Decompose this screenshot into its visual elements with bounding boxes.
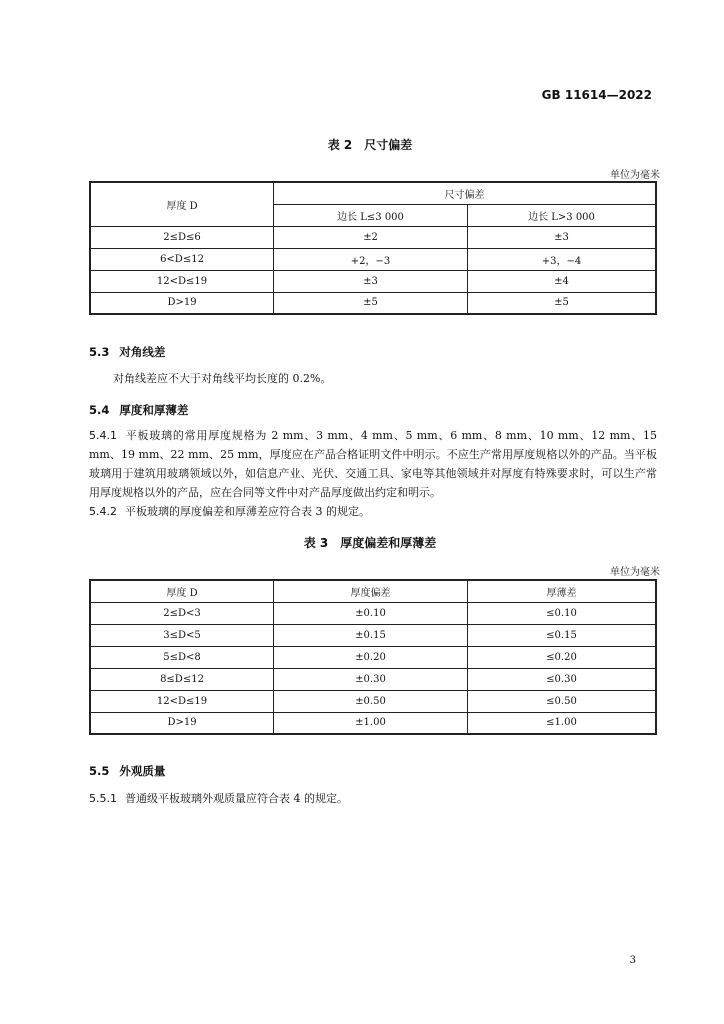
table-cell: 2≤D<3 xyxy=(90,602,274,624)
table-row xyxy=(90,712,656,734)
section-number: 5.5 xyxy=(89,764,110,778)
clause-number: 5.5.1 xyxy=(89,792,117,805)
table3-unit: 单位为毫米 xyxy=(610,567,660,578)
table-row xyxy=(90,226,656,248)
table-cell: D>19 xyxy=(90,292,274,314)
clause-number: 5.4.2 xyxy=(89,505,117,518)
clause-text: 普通级平板玻璃外观质量应符合表 4 的规定。 xyxy=(125,792,348,805)
table2-header-group: 尺寸偏差 xyxy=(274,182,657,204)
clause-text: 平板玻璃的常用厚度规格为 2 mm、3 mm、4 mm、5 mm、6 mm、8 mm、10 mm、12 mm、15 mm、19 mm、22 mm、25 mm，厚度应在产品合格证明文件中明示。不应生产常用厚度规格以外的产品。当平板玻璃用于建筑用玻璃领域以外，如信息产业、光伏、交通工具、家电等其他领域并对厚度有特殊要求时，可以生产常用厚度规格以外的产品，应在合同等文件中对产品厚度做出约定和明示。 xyxy=(89,429,657,499)
paragraph-5-4-1 xyxy=(89,426,657,502)
table-cell: ≤0.15 xyxy=(468,624,657,646)
table-cell: 8≤D≤12 xyxy=(90,668,274,690)
section-number: 5.4 xyxy=(89,403,110,417)
table3-header-thickness: 厚度 D xyxy=(90,580,274,602)
table-cell: ≤0.50 xyxy=(468,690,657,712)
table-cell: ≤0.20 xyxy=(468,646,657,668)
page-number: 3 xyxy=(629,955,636,966)
table-row xyxy=(90,624,656,646)
table-cell: 5≤D<8 xyxy=(90,646,274,668)
standard-number: GB 11614—2022 xyxy=(541,88,652,102)
table-row xyxy=(90,602,656,624)
table-cell: ±5 xyxy=(468,292,657,314)
table-cell: ≤0.30 xyxy=(468,668,657,690)
table-cell: 2≤D≤6 xyxy=(90,226,274,248)
table-row xyxy=(90,668,656,690)
paragraph-5-4-2 xyxy=(89,502,657,521)
section-title: 厚度和厚薄差 xyxy=(119,403,189,417)
table-cell: ±2 xyxy=(274,226,468,248)
table-row xyxy=(90,690,656,712)
table-row xyxy=(90,270,656,292)
table-cell: ±3 xyxy=(274,270,468,292)
section-number: 5.3 xyxy=(89,345,110,359)
table-cell: ±0.10 xyxy=(274,602,468,624)
table2-caption: 表 2 尺寸偏差 xyxy=(327,138,413,152)
section-title: 对角线差 xyxy=(119,345,166,359)
table-cell: +3，−4 xyxy=(468,248,657,270)
table2-header-thickness: 厚度 D xyxy=(90,182,274,226)
table3-header-a: 厚度偏差 xyxy=(274,580,468,602)
table-cell: +2，−3 xyxy=(274,248,468,270)
table-cell: ≤0.10 xyxy=(468,602,657,624)
table-row xyxy=(90,292,656,314)
table-cell: ±3 xyxy=(468,226,657,248)
table2-header-b: 边长 L>3 000 xyxy=(468,204,657,226)
section-heading-5-4 xyxy=(89,402,188,418)
table-cell: ±0.50 xyxy=(274,690,468,712)
table-cell: 12<D≤19 xyxy=(90,270,274,292)
table-cell: ±4 xyxy=(468,270,657,292)
table-cell: 6<D≤12 xyxy=(90,248,274,270)
table-cell: 12<D≤19 xyxy=(90,690,274,712)
section-title: 外观质量 xyxy=(119,764,166,778)
paragraph-5-5-1 xyxy=(89,789,657,808)
clause-number: 5.4.1 xyxy=(89,429,117,442)
table-cell: 3≤D<5 xyxy=(90,624,274,646)
clause-text: 平板玻璃的厚度偏差和厚薄差应符合表 3 的规定。 xyxy=(125,505,370,518)
table-cell: ±1.00 xyxy=(274,712,468,734)
table-cell: D>19 xyxy=(90,712,274,734)
table-row xyxy=(90,248,656,270)
table-cell: ±0.15 xyxy=(274,624,468,646)
table2 xyxy=(89,181,657,315)
table2-unit: 单位为毫米 xyxy=(610,170,660,181)
table3 xyxy=(89,579,657,735)
paragraph-5-3: 对角线差应不大于对角线平均长度的 0.2%。 xyxy=(113,372,332,385)
table-cell: ±5 xyxy=(274,292,468,314)
table-row xyxy=(90,646,656,668)
table-cell: ±0.20 xyxy=(274,646,468,668)
section-heading-5-5 xyxy=(89,763,165,779)
table3-caption: 表 3 厚度偏差和厚薄差 xyxy=(303,536,437,550)
table3-header-b: 厚薄差 xyxy=(468,580,657,602)
table-cell: ≤1.00 xyxy=(468,712,657,734)
table-cell: ±0.30 xyxy=(274,668,468,690)
table2-header-a: 边长 L≤3 000 xyxy=(274,204,468,226)
section-heading-5-3 xyxy=(89,344,165,360)
